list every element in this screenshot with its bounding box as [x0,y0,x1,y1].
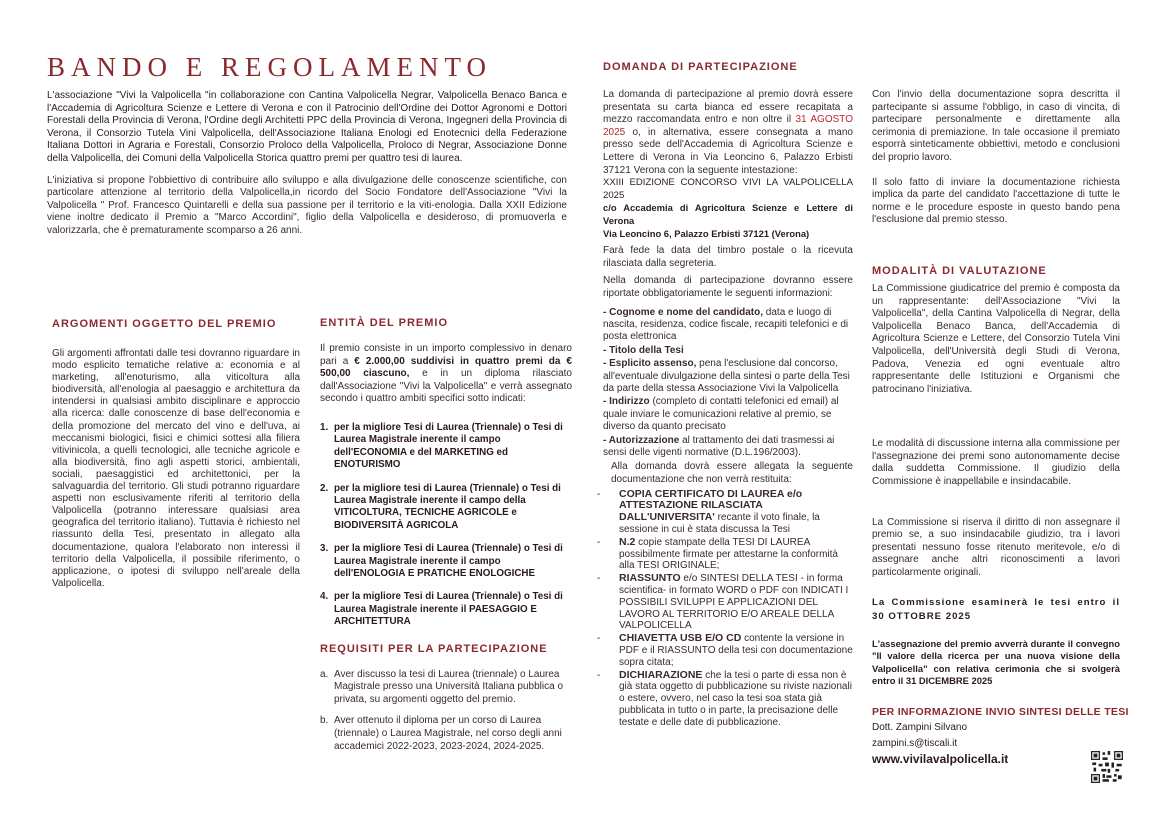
domanda-paragraph-3: Nella domanda di partecipazione dovranno essere riportate obbligatoriamente le seguenti informazioni: [603,275,853,299]
deadline-date: 31 AGOSTO 2025 [603,114,853,138]
document-bold: N.2 [619,535,636,548]
prize-item [320,422,572,472]
obligations-paragraph: Con l'invio della documentazione sopra descritta il partecipante si assume l'obbligo, in caso di vincita, di partecipare personalmente e direttamente alla cerimonia di premiazione. In tale occasione il premiato esporrà sinteticamente obbiettivi, metodo e conclusioni del proprio lavoro. [872,89,1120,163]
document-text: copie stampate della TESI DI LAUREA possibilmente firmate per attestarne la conformità alla TESI ORIGINALE; [619,536,838,572]
domanda-paragraph-4: Alla domanda dovrà essere allegata la seguente documentazione che non verrà restituita: [611,461,853,485]
document-item [597,489,853,536]
info-item [603,345,853,357]
requisito-item [320,715,572,753]
requisito-letter: a. [320,668,329,680]
entita-amount: € 2.000,00 suddivisi in quattro premi da € 500,00 ciascuno, [320,355,572,380]
contact-email[interactable]: zampini.s@tiscali.it [872,737,958,749]
document-text: che la tesi o parte di essa non è già stata oggetto di pubblicazione su riviste nazionali o estere, ovvero, nel caso la tesi soa stata già pubblicata in tutto o in parte, la precisazione delle testate e delle date di pubblicazione. [619,669,852,728]
info-item-bold: - Cognome e nome del candidato, [603,306,764,318]
argomenti-text: Gli argomenti affrontati dalle tesi dovranno riguardare in modo esplicito tematiche relative a: economia e al marketing, all'enoturismo, alla viticoltura alla biodiversità, all'enologia al paesaggio e architettura da intendersi in qualsiasi ambito disciplinare e approccio alla ricerca: dalle conoscenze di base dell'economia e della promozione del mercato del vino e dell'uva, ai meccanismi biologici, fisici e chimici sottesi alla filiera vitivinicola, a quelli tecnologici, alle tecniche agricole e alla biodiversità, fino agli aspetti storici, ambientali, sociali, paesaggistici ed architettonici, per la salvaguardia del territorio. Gli studi potranno riguardare aspetti non esclusivamente riferiti al territorio della Valpolicella (potranno interessare qualsiasi area geografica del territorio italiano). Tuttavia è richiesto nel riassunto della Tesi, presentato in allegato alla documentazione, qualora l'elaborato non interessi il territorio della Valpolicella, il possibile riferimento, o applicazione, o ipotesi di sviluppo nell'areale della Valpolicella. [52,348,300,589]
intro-paragraph-1: L'associazione "Vivi la Valpolicella "in collaborazione con Cantina Valpolicella Negrar, Valpolicella Benaco Banca e l'Accademia di Agricoltura Scienze e Lettere di Verona e con il Patrocinio dell'Ordine dei Dottor Agronomi e Dottori Forestali della Provincia di Verona, l'Ordine degli Architetti PPC della Provincia di Verona, Ingegneri della Provincia di Verona, il Consorzio Tutela Vini Valpolicella, dell'Associazione Italiana Enologi ed Enotecnici della Federazione Italiana Dottori in Agraria e Forestali, Consorzio Proloco della Valpolicella, Proloco di Negrar, Associazione Donne della Valpolicella, dei Comuni della Valpolicella Storica quattro premi per quattro tesi di laurea. [47,90,567,164]
info-list [603,307,853,460]
address-line-3: Via Leoncino 6, Palazzo Erbisti 37121 (Verona) [603,227,810,239]
prize-number: 4. [320,591,329,603]
document-text: recante il voto finale, la sessione in cui è stata discussa la Tesi [619,512,820,535]
prize-item [320,483,572,533]
intro-section [47,90,567,238]
document-item [597,633,853,668]
document-dash: - [597,536,601,548]
document-dash: - [597,669,601,681]
requisiti-list [320,669,572,754]
info-item-bold: - Indirizzo [603,396,650,408]
entita-text [320,343,572,406]
modalita-heading: MODALITÀ DI VALUTAZIONE [872,264,1047,277]
modalita-text: La Commissione giudicatrice del premio è composta da un rappresentante: dell'Associazione "Vivi la Valpolicella", della Cantina Valpolicella di Negrar, della Valpolicella Benaco Banca, dell'Accademia di Agricoltura Scienze e Lettere, del Consorzio Tutela Vini Valpolicella, dell'Università degli Studi di Verona, Padova, Venezia ed ogni eventuale altro rappresentante delle Istituzioni e Organismi che patrocinano l'iniziativa. [872,282,1120,395]
argomenti-heading: ARGOMENTI OGGETTO DEL PREMIO [52,318,277,330]
qr-code-icon [1091,751,1123,783]
prize-text: per la migliore Tesi di Laurea (Triennale) o Tesi di Laurea Magistrale inerente il campo dell'ENOLOGIA E PRATICHE ENOLOGICHE [334,543,563,580]
document-bold: DICHIARAZIONE [619,668,703,681]
requisito-text: Aver discusso la tesi di Laurea (triennale) o Laurea Magistrale presso una Università Italiana pubblica o privata, su argomenti oggetto del premio. [334,668,564,705]
info-item-text: al trattamento dei dati trasmessi ai sensi delle vigenti normative (D.L.196/2003). [603,434,835,458]
intro-paragraph-2: L'iniziativa si propone l'obbiettivo di contribuire allo sviluppo e alla divulgazione delle conoscenze scientifiche, con particolare attenzione al territorio della Valpolicella,in ricordo del Socio Fondatore dell'Associazione "Vivi la Valpolicella " Prof. Francesco Quintarelli e della sua passione per il territorio e la viti-enologia. Dalla XXII Edizione viene inoltre dedicato il Premio a "Marco Accordini", figlio della Valpolicella e desideroso, di promuoverla e valorizzarla, che è prematuramente scomparso a 26 anni. [47,174,567,236]
domanda-paragraph-1 [603,89,853,177]
requisito-text: Aver ottenuto il diploma per un corso di Laurea (triennale) o Laurea Magistrale, nel corso degli anni accademici 2022-2023, 2023-2024, 2024-2025. [334,715,562,752]
discussion-paragraph: Le modalità di discussione interna alla commissione per l'assegnazione dei premi sono autonomamente decise dalla suddetta Commissione. Il giudizio della Commissione è inappellabile e insindacabile. [872,438,1120,488]
entita-section [320,317,572,762]
entita-text-c: e in un diploma rilasciato dall'Associazione "Vivi la Valpolicella" e verrà assegnato secondo i quattro ambiti specifici sotto indicati: [320,368,572,405]
document-text: contente la versione in PDF e il RIASSUNTO della tesi con documentazione sopra citata; [619,633,853,668]
documents-list [597,489,853,729]
requisito-letter: b. [320,715,329,727]
info-item-bold: - Titolo della Tesi [603,344,684,356]
document-bold: COPIA CERTIFICATO DI LAUREA e/o ATTESTAZIONE RILASCIATA DALL'UNIVERSITA' [619,487,803,524]
info-item-bold: - Esplicito assenso, [603,358,697,370]
argomenti-section [52,318,300,590]
requisito-item [320,669,572,707]
domanda-text-b: o, in alternativa, essere consegnata a mano presso sede dell'Accademia di Agricoltura Scienze e Lettere di Verona in Via Leoncino 6, Palazzo Erbisti 37121 Verona con la seguente intestazione: [603,126,853,176]
prize-number: 3. [320,543,329,555]
domanda-section [597,61,853,730]
prize-text: per la migliore Tesi di Laurea (Triennale) o Tesi di Laurea Magistrale inerente il campo dell'ECONOMIA e del MARKETING ed ENOTURISMO [334,421,563,471]
domanda-heading: DOMANDA DI PARTECIPAZIONE [603,61,798,73]
entita-heading: ENTITÀ DEL PREMIO [320,317,449,329]
document-item [597,537,853,572]
document-item [597,670,853,729]
prize-text: per la migliore tesi di Laurea (Triennale) o Tesi di Laurea Magistrale inerente il campo della VITICOLTURA, TECNICHE AGRICOLE e BIODIVERSITÀ AGRICOLA [334,482,561,531]
right-column [872,89,1129,767]
prize-list [320,422,572,629]
evaluation-deadline: La Commissione esaminerà le tesi entro il 30 OTTOBRE 2025 [872,596,1120,622]
document-text: e/o SINTESI DELLA TESI - in forma scientifica- in formato WORD o PDF con INDICATI I POSSIBILI SVILUPPI E APPLICAZIONI DEL LAVORO AL TERRITORIO E/O AREALE DELLA VALPOLICELLA [619,573,849,632]
info-item-text: (completo di contatti telefonici ed email) al quale inviare le comunicazioni relative al premio, se diverso da quanto precisato [603,396,839,433]
acceptance-paragraph: Il solo fatto di inviare la documentazione richiesta implica da parte del candidato l'accettazione di tutte le norme e le procedure esposte in questo bando pena l'esclusione dal premio stesso. [872,176,1120,226]
document-bold: RIASSUNTO [619,572,681,585]
prize-text: per la migliore Tesi di Laurea (Triennale) o Tesi di Laurea Magistrale inerente il PAESAGGIO E ARCHITETTURA [334,591,563,628]
prize-item [320,543,572,580]
info-item [603,396,853,433]
prize-number: 2. [320,482,329,494]
reservation-paragraph: La Commissione si riserva il diritto di non assegnare il premio se, a suo insindacabile giudizio, tra i lavori presentati nessuno fosse ritenuto meritevole, e/o di assegnare anche altri riconoscimenti a lavori particolarmente originali. [872,516,1120,579]
requisiti-heading: REQUISITI PER LA PARTECIPAZIONE [320,642,548,655]
prize-item [320,591,572,628]
contact-name: Dott. Zampini Silvano [872,722,968,733]
info-item-bold: - Autorizzazione [603,434,680,446]
contact-website[interactable]: www.vivilavalpolicella.it [872,752,1009,767]
address-line-1: XXIII EDIZIONE CONCORSO VIVI LA VALPOLICELLA 2025 [603,177,853,201]
address-line-2: c/o Accademia di Agricoltura Scienze e Lettere di Verona [603,202,853,226]
info-item [603,435,853,460]
title-block [47,52,587,83]
page-title: BANDO E REGOLAMENTO [47,52,492,82]
contact-heading: PER INFORMAZIONE INVIO SINTESI DELLE TESI [872,706,1129,718]
document-item [597,573,853,632]
document-bold: CHIAVETTA USB E/O CD [619,632,742,645]
domanda-paragraph-2: Farà fede la data del timbro postale o la ricevuta rilasciata dalla segreteria. [603,245,853,269]
info-item [603,358,853,395]
domanda-text-a: La domanda di partecipazione al premio dovrà essere presentata su carta bianca ed essere recapitata a mezzo raccomandata entro e non oltre il [603,89,853,126]
info-item-text: data e luogo di nascita, residenza, codice fiscale, recapiti telefonici e di posta elettronica [603,306,849,343]
document-dash: - [597,488,601,500]
info-item [603,307,853,344]
document-dash: - [597,633,601,645]
prize-number: 1. [320,421,329,433]
ceremony-paragraph: L'assegnazione del premio avverrà durante il convegno "Il valore della ricerca per una nuova visione della Valpolicella" con relativa cerimonia che si svolgerà entro il 31 DICEMBRE 2025 [872,637,1120,687]
document-dash: - [597,573,601,585]
info-item-text: pena l'esclusione dal concorso, all'eventuale divulgazione della sintesi o parte della Tesi da parte della stessa Associazione Vivi la Valpolicella [603,358,850,394]
entita-text-a: Il premio consiste in un importo complessivo in denaro pari a [320,343,572,367]
